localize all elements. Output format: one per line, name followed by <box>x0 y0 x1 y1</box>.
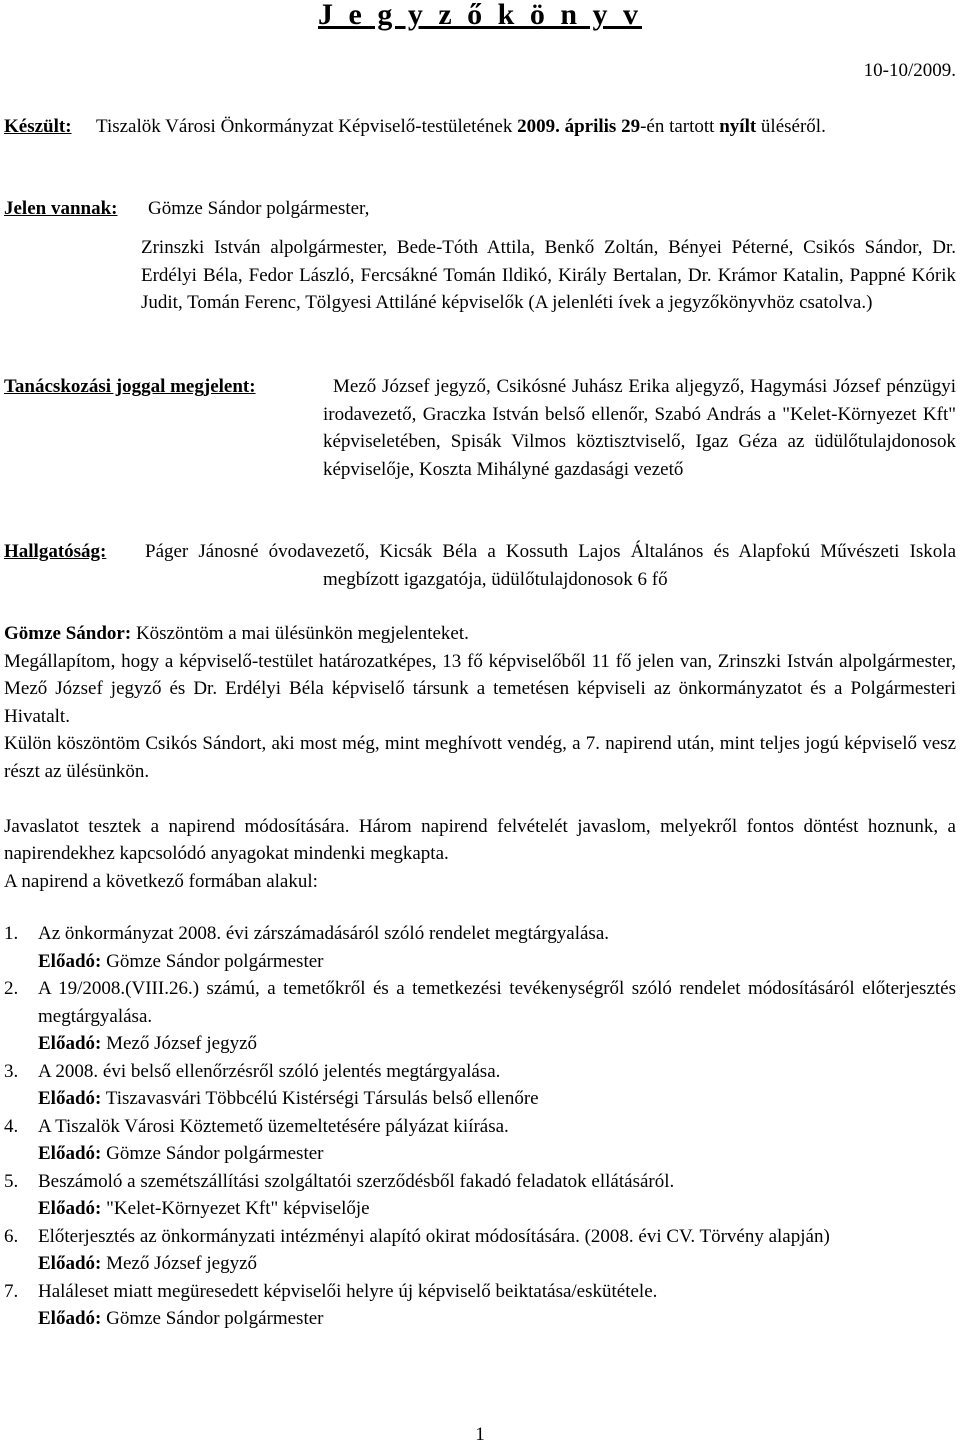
agenda-list <box>4 920 956 1333</box>
spacer <box>4 785 956 813</box>
agenda-presenter: Előadó: Mező József jegyző <box>38 1033 257 1054</box>
document-number: 10-10/2009. <box>863 60 956 81</box>
hallgatosag-text: Páger Jánosné óvodavezető, Kicsák Béla a Kossuth Lajos Általános és Alapfokú Művészeti Iskola megbízott igazgatója, üdülőtulajdonosok 6 fő <box>145 541 956 590</box>
jelen-first: Gömze Sándor polgármester, <box>148 198 370 219</box>
keszult-label: Készült: <box>4 116 72 137</box>
agenda-item: 4. A Tiszalök Városi Köztemető üzemeltetésére pályázat kiírása. <box>4 1115 509 1137</box>
speech-paragraph: Megállapítom, hogy a képviselő-testület határozatképes, 13 fő képviselőből 11 fő jelen van, Zrinszki István alpolgármester, Mező József jegyző és Dr. Erdélyi Béla képviselő társunk a temetésen képviseli az önkormányzatot és a Polgármesteri Hivatalt. <box>4 650 956 727</box>
speech-paragraph: Külön köszöntöm Csikós Sándort, aki most még, mint meghívott vendég, a 7. napirend után, mint teljes jogú képviselő vesz részt az ülésünkön. <box>4 733 956 782</box>
keszult-text: Tiszalök Városi Önkormányzat Képviselő-testületének 2009. április 29-én tartott nyílt üléséről. <box>96 116 826 137</box>
tanacskozasi-label: Tanácskozási joggal megjelent: <box>4 376 256 397</box>
agenda-presenter: Előadó: "Kelet-Környezet Kft" képviselője <box>38 1198 370 1219</box>
agenda-presenter: Előadó: Tiszavasvári Többcélú Kistérségi Társulás belső ellenőre <box>38 1088 539 1109</box>
agenda-item: 7. Haláleset miatt megüresedett képviselői helyre új képviselő beiktatása/eskütétele. <box>4 1280 658 1302</box>
agenda-item: 6. Előterjesztés az önkormányzati intézményi alapító okirat módosítására. (2008. évi CV. Törvény alapján) <box>4 1225 830 1247</box>
speech-greeting: Gömze Sándor: Köszöntöm a mai ülésünkön megjelenteket. <box>4 623 469 644</box>
document-title: J e g y z ő k ö n y v <box>318 0 642 31</box>
jelen-list: Zrinszki István alpolgármester, Bede-Tóth Attila, Benkő Zoltán, Bényei Péterné, Csikós Sándor, Dr. Erdélyi Béla, Fedor László, Fercsákné Tomán Ildikó, Király Bertalan, Dr. Krámor Katalin, Pappné Kórik Judit, Tomán Ferenc, Tölgyesi Attiláné képviselők (A jelenléti ívek a jegyzőkönyvhöz csatolva.) <box>141 237 956 313</box>
tanacskozasi-text: Mező József jegyző, Csikósné Juhász Erika aljegyző, Hagymási József pénzügyi irodavezető, Graczka István belső ellenőr, Szabó András a "Kelet-Környezet Kft" képviseletében, Spisák Vilmos köztisztviselő, Igaz Géza az üdülőtulajdonosok képviselője, Koszta Mihályné gazdasági vezető <box>323 376 956 480</box>
agenda-presenter: Előadó: Gömze Sándor polgármester <box>38 950 324 972</box>
agenda-item: 3. A 2008. évi belső ellenőrzésről szóló jelentés megtárgyalása. <box>4 1060 501 1082</box>
agenda-item: 2. A 19/2008.(VIII.26.) számú, a temetőkről és a temetkezési tevékenységről szóló rendelet módosításáról előterjesztés megtárgyalása. <box>4 978 956 1027</box>
hallgatosag-label: Hallgatóság: <box>4 541 107 562</box>
agenda-presenter: Előadó: Gömze Sándor polgármester <box>38 1143 324 1164</box>
jelen-label: Jelen vannak: <box>4 198 118 219</box>
agenda-item: 1. Az önkormányzat 2008. évi zárszámadásáról szóló rendelet megtárgyalása. <box>4 923 610 944</box>
page-number: 1 <box>475 1424 485 1445</box>
speech <box>4 620 956 895</box>
agenda-presenter: Előadó: Mező József jegyző <box>38 1253 257 1274</box>
speech-paragraph: A napirend a következő formában alakul: <box>4 870 318 892</box>
agenda-item: 5. Beszámoló a szemétszállítási szolgáltatói szerződésből fakadó feladatok ellátásáról. <box>4 1170 675 1192</box>
agenda-presenter: Előadó: Gömze Sándor polgármester <box>38 1308 324 1329</box>
speaker-name: Gömze Sándor: <box>4 623 132 644</box>
speech-paragraph: Javaslatot tesztek a napirend módosítására. Három napirend felvételét javaslom, melyekről fontos döntést hoznunk, a napirendekhez kapcsolódó anyagokat mindenki megkapta. <box>4 815 956 864</box>
